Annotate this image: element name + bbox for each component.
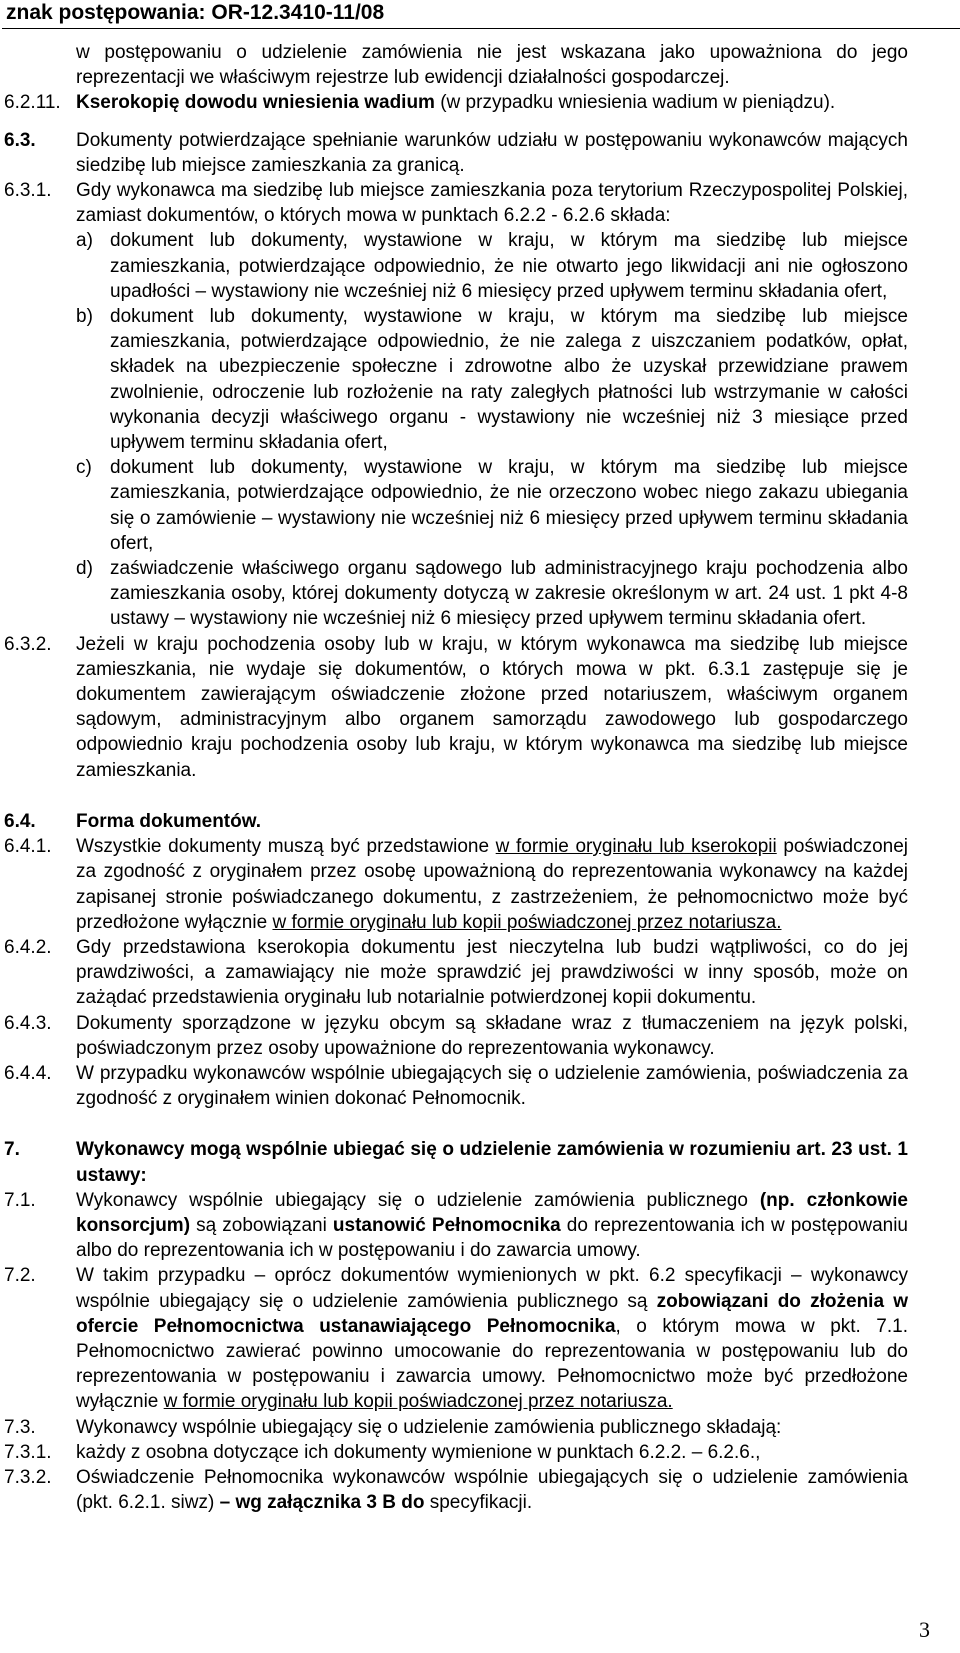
document-header: [2, 0, 960, 29]
section-number: 7.3.1.: [4, 1441, 52, 1463]
paragraph-6-3-2: 6.3.2. Jeżeli w kraju pochodzenia osoby lub w kraju, w którym wykonawca ma siedzibę lub miejsce zamieszkania, nie wydaje się dokumentów, o których mowa w pkt. 6.3.1 zastępuje się je dokumentem zawierającym oświadczenie złożone przed notariuszem, właściwym organem sądowym, administracyjnym albo organem samorządu zawodowego lub gospodarczego odpowiednio kraju pochodzenia osoby lub kraju, w którym wykonawca ma siedzibę lub miejsce zamieszkania.: [4, 633, 908, 781]
section-number: 7.3.: [4, 1416, 36, 1438]
paragraph-7-3-1: 7.3.1. każdy z osobna dotyczące ich dokumenty wymienione w punktach 6.2.2. – 6.2.6.,: [0, 1440, 908, 1465]
paragraph-7-2: 7.2. W takim przypadku – oprócz dokumentów wymienionych w pkt. 6.2 specyfikacji – wykonawcy wspólnie ubiegający się o udzielenie zamówienia publicznego są zobowiązani do złożenia w ofercie Pełnomocnictwa ustanawiającego Pełnomocnika, o którym mowa w pkt. 7.1. Pełnomocnictwo zawierać powinno umocowanie do reprezentowania w postępowaniu lub do reprezentowania w postępowaniu i zawarcia umowy. Pełnomocnictwo może być przedłożone wyłącznie w formie oryginału lub kopii poświadczonej przez notariusza.: [4, 1265, 908, 1413]
section-heading-6-4: 6.4. Forma dokumentów.: [0, 809, 908, 834]
case-reference: znak postępowania: OR-12.3410-11/08: [6, 1, 385, 24]
paragraph-6-2-11: 6.2.11. Kserokopię dowodu wniesienia wadium (w przypadku wniesienia wadium w pieniądzu).: [0, 90, 908, 115]
section-number: 6.2.11.: [4, 92, 61, 114]
section-number: 6.4.4.: [4, 1062, 52, 1084]
page-number: 3: [919, 1617, 930, 1642]
document-body: [0, 40, 960, 1515]
section-number: 6.3.: [4, 129, 36, 151]
section-number: 6.4.3.: [4, 1012, 52, 1034]
list-letter: d): [76, 558, 93, 580]
section-number: 7.2.: [4, 1265, 36, 1287]
section-number: 6.3.2.: [4, 633, 52, 655]
paragraph-6-4-1: 6.4.1. Wszystkie dokumenty muszą być przedstawione w formie oryginału lub kserokopii poświadczonej za zgodność z oryginałem przez osobę upoważnioną do reprezentowania wykonawcy na każdej zapisanej stronie poświadczanego dokumentu, z zastrzeżeniem, że pełnomocnictwo może być przedłożone wyłącznie w formie oryginału lub kopii poświadczonej przez notariusza.: [4, 836, 908, 933]
paragraph-7-3-2: 7.3.2. Oświadczenie Pełnomocnika wykonawców wspólnie ubiegających się o udzielenie zamówienia (pkt. 6.2.1. siwz) – wg załącznika 3 B do specyfikacji.: [4, 1466, 908, 1514]
list-item-b: b) dokument lub dokumenty, wystawione w kraju, w którym ma siedzibę lub miejsce zamieszkania, potwierdzające odpowiednio, że nie zalega z uiszczaniem podatków, opłat, składek na ubezpieczenie społeczne i zdrowotne albo że uzyskał przewidziane prawem zwolnienie, odroczenie lub rozłożenie na raty zaległych płatności lub wstrzymanie w całości wykonania decyzji właściwego organu - wystawiony nie wcześniej niż 3 miesiące przed upływem terminu składania ofert,: [76, 306, 908, 454]
paragraph-7-3: 7.3. Wykonawcy wspólnie ubiegający się o udzielenie zamówienia publicznego składają:: [0, 1415, 908, 1440]
section-heading-7: 7. Wykonawcy mogą wspólnie ubiegać się o udzielenie zamówienia w rozumieniu art. 23 ust. 1 ustawy:: [4, 1139, 908, 1186]
section-number: 6.3.1.: [4, 180, 52, 202]
section-number: 7.3.2.: [4, 1466, 52, 1488]
section-number: 7.: [4, 1139, 20, 1161]
paragraph-6-3: 6.3. Dokumenty potwierdzające spełnianie warunków udziału w postępowaniu wykonawców mających siedzibę lub miejsce zamieszkania za granicą.: [4, 129, 908, 176]
list-item-c: c) dokument lub dokumenty, wystawione w kraju, w którym ma siedzibę lub miejsce zamieszkania, potwierdzające odpowiednio, że nie orzeczono wobec niego zakazu ubiegania się o zamówienie – wystawiony nie wcześniej niż 6 miesięcy przed upływem terminu składania ofert,: [76, 457, 908, 554]
list-letter: a): [76, 230, 93, 252]
paragraph-6-4-3: 6.4.3. Dokumenty sporządzone w języku obcym są składane wraz z tłumaczeniem na język polski, poświadczonym przez osoby upoważnione do reprezentowania wykonawcy.: [4, 1012, 908, 1059]
paragraph-6-4-2: 6.4.2. Gdy przedstawiona kserokopia dokumentu jest nieczytelna lub budzi wątpliwości, co do jej prawdziwości, a zamawiający nie może sprawdzić jej prawdziwości w inny sposób, może on zażądać przedstawienia oryginału lub notarialnie potwierdzonej kopii dokumentu.: [4, 936, 908, 1009]
list-item-a: a) dokument lub dokumenty, wystawione w kraju, w którym ma siedzibę lub miejsce zamieszkania, potwierdzające odpowiednio, że nie otwarto jego likwidacji ani nie ogłoszono upadłości – wystawiony nie wcześniej niż 6 miesięcy przed upływem terminu składania ofert,: [76, 230, 908, 302]
paragraph-7-1: 7.1. Wykonawcy wspólnie ubiegający się o udzielenie zamówienia publicznego (np. członkowie konsorcjum) są zobowiązani ustanowić Pełnomocnika do reprezentowania ich w postępowaniu albo do reprezentowania ich w postępowaniu i do zawarcia umowy.: [4, 1189, 909, 1262]
paragraph-6-4-4: 6.4.4. W przypadku wykonawców wspólnie ubiegających się o udzielenie zamówienia, poświadczenia za zgodność z oryginałem winien dokonać Pełnomocnik.: [4, 1062, 908, 1110]
section-number: 6.4.2.: [4, 936, 52, 958]
section-number: 7.1.: [4, 1189, 36, 1211]
list-item-d: d) zaświadczenie właściwego organu sądowego lub administracyjnego kraju pochodzenia albo zamieszkania osoby, której dokumenty dotyczą w zakresie określonym w art. 24 ust. 1 pkt 4-8 ustawy – wystawiony nie wcześniej niż 6 miesięcy przed upływem terminu składania ofert.: [76, 558, 908, 630]
section-number: 6.4.: [4, 810, 36, 832]
paragraph-continuation: w postępowaniu o udzielenie zamówienia nie jest wskazana jako upoważniona do jego reprezentacji we właściwym rejestrze lub ewidencji działalności gospodarczej.: [76, 42, 908, 89]
section-number: 6.4.1.: [4, 836, 52, 858]
list-letter: c): [76, 457, 92, 479]
list-letter: b): [76, 306, 93, 328]
paragraph-6-3-1: 6.3.1. Gdy wykonawca ma siedzibę lub miejsce zamieszkania poza terytorium Rzeczypospolitej Polskiej, zamiast dokumentów, o których mowa w punktach 6.2.2 - 6.2.6 składa: a) dokument lub dokumenty, wystawione w kraju, w którym ma siedzibę lub miejsce zamieszkania, potwierdzające odpowiednio, że nie otwarto jego likwidacji ani nie ogłoszono upadłości – wystawiony nie wcześniej niż 6 miesięcy przed upływem terminu składania ofert, b) dokument lub dokumenty, wystawione w kraju, w którym ma siedzibę lub miejsce zamieszkania, potwierdzające odpowiednio, że nie zalega z uiszczaniem podatków, opłat, składek na ubezpieczenie społeczne i zdrowotne albo że uzyskał przewidziane prawem zwolnienie, odroczenie lub rozłożenie na raty zaległych płatności lub wstrzymanie w całości wykonania decyzji właściwego organu - wystawiony nie wcześniej niż 3 miesiące przed upływem terminu składania ofert, c) dokument lub dokumenty, wystawione w kraju, w którym ma siedzibę lub miejsce zamieszkania, potwierdzające odpowiednio, że nie orzeczono wobec niego zakazu ubiegania się o zamówienie – wystawiony nie wcześniej niż 6 miesięcy przed upływem terminu składania ofert, d) zaświadczenie właściwego organu sądowego lub administracyjnego kraju pochodzenia albo zamieszkania osoby, której dokumenty dotyczą w zakresie określonym w art. 24 ust. 1 pkt 4-8 ustawy – wystawiony nie wcześniej niż 6 miesięcy przed upływem terminu składania ofert.: [0, 178, 908, 632]
